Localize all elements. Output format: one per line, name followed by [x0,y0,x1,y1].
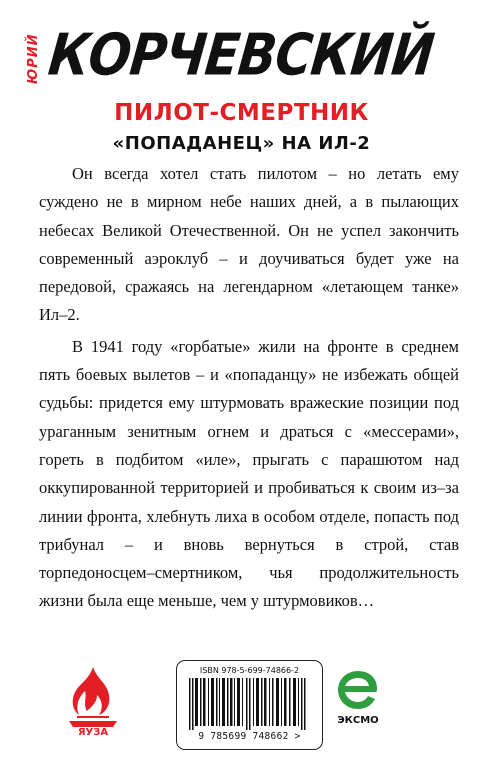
annotation-paragraph: Он всегда хотел стать пилотом – но летать ему суждено не в мирном небе наших дней, а в пылающих небесах Великой Отечественной. Он не успел закончить современный аэроклуб – и доучиваться будет уже на передовой, сражаясь на легендарном «летающем танке» Ил–2. [39,164,459,325]
eksmo-e-icon [328,667,388,713]
book-subtitle: «ПОПАДАНЕЦ» НА ИЛ-2 [112,133,371,154]
ean-text: 9 785699 748662 > [198,731,301,742]
annotation-paragraph: В 1941 году «горбатые» жили на фронте в среднем пять боевых вылетов – и «попаданцу» не избежать общей судьбы: придется ему штурмовать вражеские позиции под ураганным зенитным огнем и драться с «мессерами», гореть в подбитом «иле», прыгать с парашютом над оккупированной территорией и пробиваться к своим из–за линии фронта, хлебнуть лиха в особом отделе, попасть под трибунал – и вновь вернуться в строй, став торпедоносцем–смертником, чья продолжительность жизни была еще меньше, чем у штурмовиков… [39,336,459,611]
yauza-label: ЯУЗА [77,727,109,738]
eksmo-logo [328,667,388,747]
flame-icon [63,665,123,729]
yauza-logo [63,665,123,745]
author-header [22,22,452,92]
book-title: ПИЛОТ-СМЕРТНИК [114,100,369,126]
author-first-name: ЮРИЙ [26,33,41,84]
author-last-name: КОРЧЕВСКИЙ [45,21,437,89]
eksmo-label: ЭКСМО [337,715,379,726]
annotation-text [39,160,459,616]
barcode-icon [185,678,314,730]
isbn-text: ISBN 978-5-699-74866-2 [199,666,300,675]
barcode-box [176,660,323,750]
